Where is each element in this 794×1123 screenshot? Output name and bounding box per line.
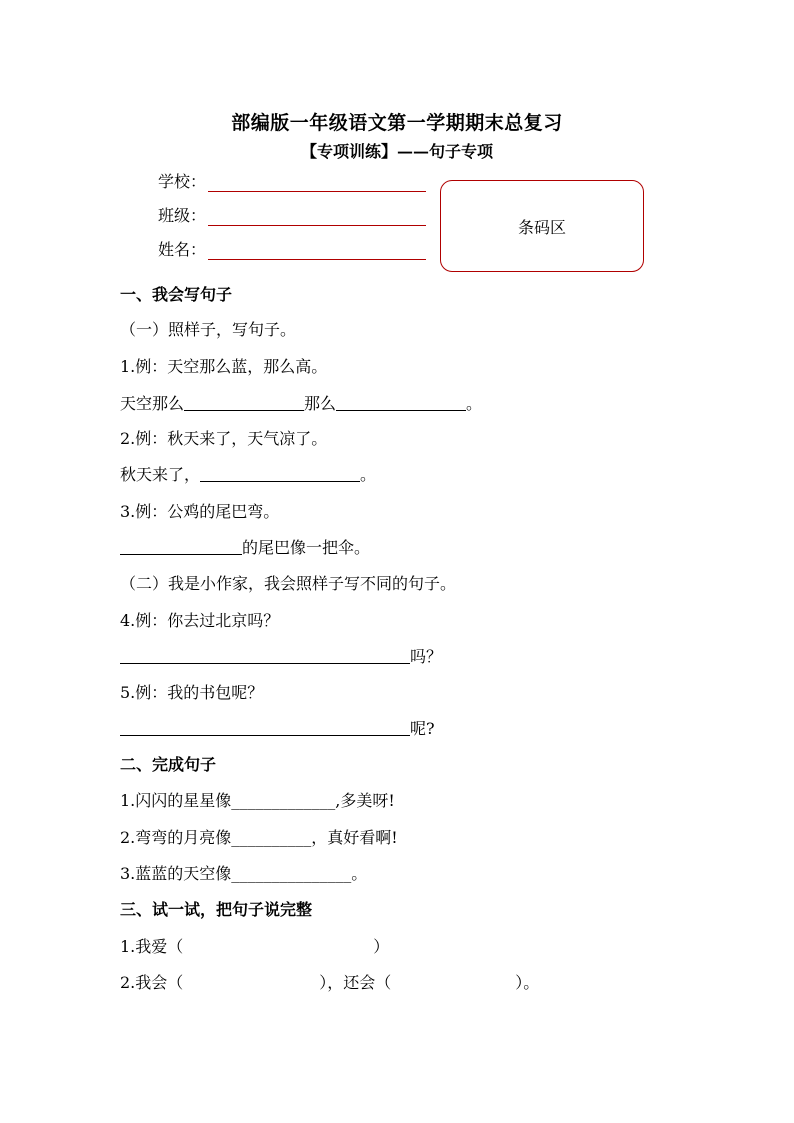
s1-q1-blank2[interactable] bbox=[336, 392, 466, 411]
s3-q2 bbox=[120, 971, 539, 995]
s1-q1-end: 。 bbox=[466, 394, 483, 413]
s1-q5-end: 呢? bbox=[410, 719, 435, 738]
section1-heading: 一、我会写句子 bbox=[120, 285, 233, 304]
school-field[interactable] bbox=[208, 173, 426, 192]
s1-q2-blank[interactable] bbox=[200, 463, 360, 482]
s1-q2-example: 2.例：秋天来了，天气凉了。 bbox=[120, 429, 328, 448]
s1-q3-example: 3.例：公鸡的尾巴弯。 bbox=[120, 502, 280, 521]
name-field[interactable] bbox=[208, 241, 426, 260]
class-field[interactable] bbox=[208, 207, 426, 226]
s2-q1-end: ,多美呀! bbox=[335, 791, 395, 810]
s1-q2-end: 。 bbox=[360, 465, 377, 484]
s2-q1 bbox=[120, 789, 395, 813]
class-row bbox=[158, 204, 426, 226]
s1-q5-answer bbox=[120, 717, 435, 741]
s2-q2-end: ，真好看啊! bbox=[311, 828, 398, 847]
name-label: 姓名： bbox=[158, 240, 207, 259]
s2-q3 bbox=[120, 862, 367, 886]
section1-part2-title: （二）我是小作家，我会照样子写不同的句子。 bbox=[120, 574, 457, 593]
s1-q3-end: 的尾巴像一把伞。 bbox=[242, 538, 371, 557]
s3-q2-mid: ），还会（ bbox=[319, 973, 392, 992]
s1-q3-answer bbox=[120, 536, 370, 560]
s3-q2-prefix: 2.我会（ bbox=[120, 973, 184, 992]
s1-q2-answer bbox=[120, 463, 376, 487]
section1-part1-title: （一）照样子，写句子。 bbox=[120, 320, 297, 339]
s1-q4-blank[interactable] bbox=[120, 645, 410, 664]
s1-q5-blank[interactable] bbox=[120, 717, 410, 736]
class-label: 班级： bbox=[158, 206, 207, 225]
s2-q3-prefix: 3.蓝蓝的天空像 bbox=[120, 864, 232, 883]
s1-q4-example: 4.例：你去过北京吗？ bbox=[120, 611, 280, 630]
s1-q1-mid: 那么 bbox=[304, 394, 337, 413]
s3-q2-end: ）。 bbox=[515, 973, 540, 992]
s1-q1-blank1[interactable] bbox=[184, 392, 304, 411]
s3-q1 bbox=[120, 935, 389, 959]
s1-q3-blank[interactable] bbox=[120, 536, 242, 555]
school-label: 学校： bbox=[158, 172, 207, 191]
s3-q1-end: ） bbox=[373, 937, 390, 956]
barcode-box bbox=[440, 180, 644, 272]
section2-heading: 二、完成句子 bbox=[120, 755, 217, 774]
s1-q5-example: 5.例：我的书包呢？ bbox=[120, 683, 264, 702]
page-title: 部编版一年级语文第一学期期末总复习 bbox=[231, 112, 563, 134]
school-row bbox=[158, 170, 426, 192]
s1-q2-prefix: 秋天来了， bbox=[120, 465, 201, 484]
barcode-label: 条码区 bbox=[517, 217, 566, 237]
s1-q1-example: 1.例：天空那么蓝，那么高。 bbox=[120, 357, 328, 376]
s1-q4-end: 吗？ bbox=[410, 647, 443, 666]
s2-q3-end: 。 bbox=[351, 864, 368, 883]
s1-q4-answer bbox=[120, 645, 442, 669]
page-subtitle: 【专项训练】——句子专项 bbox=[300, 142, 493, 161]
s1-q1-answer bbox=[120, 392, 482, 416]
s1-q1-prefix: 天空那么 bbox=[120, 394, 185, 413]
s3-q1-prefix: 1.我爱（ bbox=[120, 937, 184, 956]
name-row bbox=[158, 238, 426, 260]
s2-q2-blank[interactable]: __________ bbox=[231, 828, 312, 847]
s2-q3-blank[interactable]: _______________ bbox=[231, 864, 352, 883]
s2-q2-prefix: 2.弯弯的月亮像 bbox=[120, 828, 232, 847]
s2-q1-blank[interactable]: _____________ bbox=[231, 791, 336, 810]
section3-heading: 三、试一试，把句子说完整 bbox=[120, 900, 313, 919]
s2-q2 bbox=[120, 826, 398, 850]
s2-q1-prefix: 1.闪闪的星星像 bbox=[120, 791, 232, 810]
